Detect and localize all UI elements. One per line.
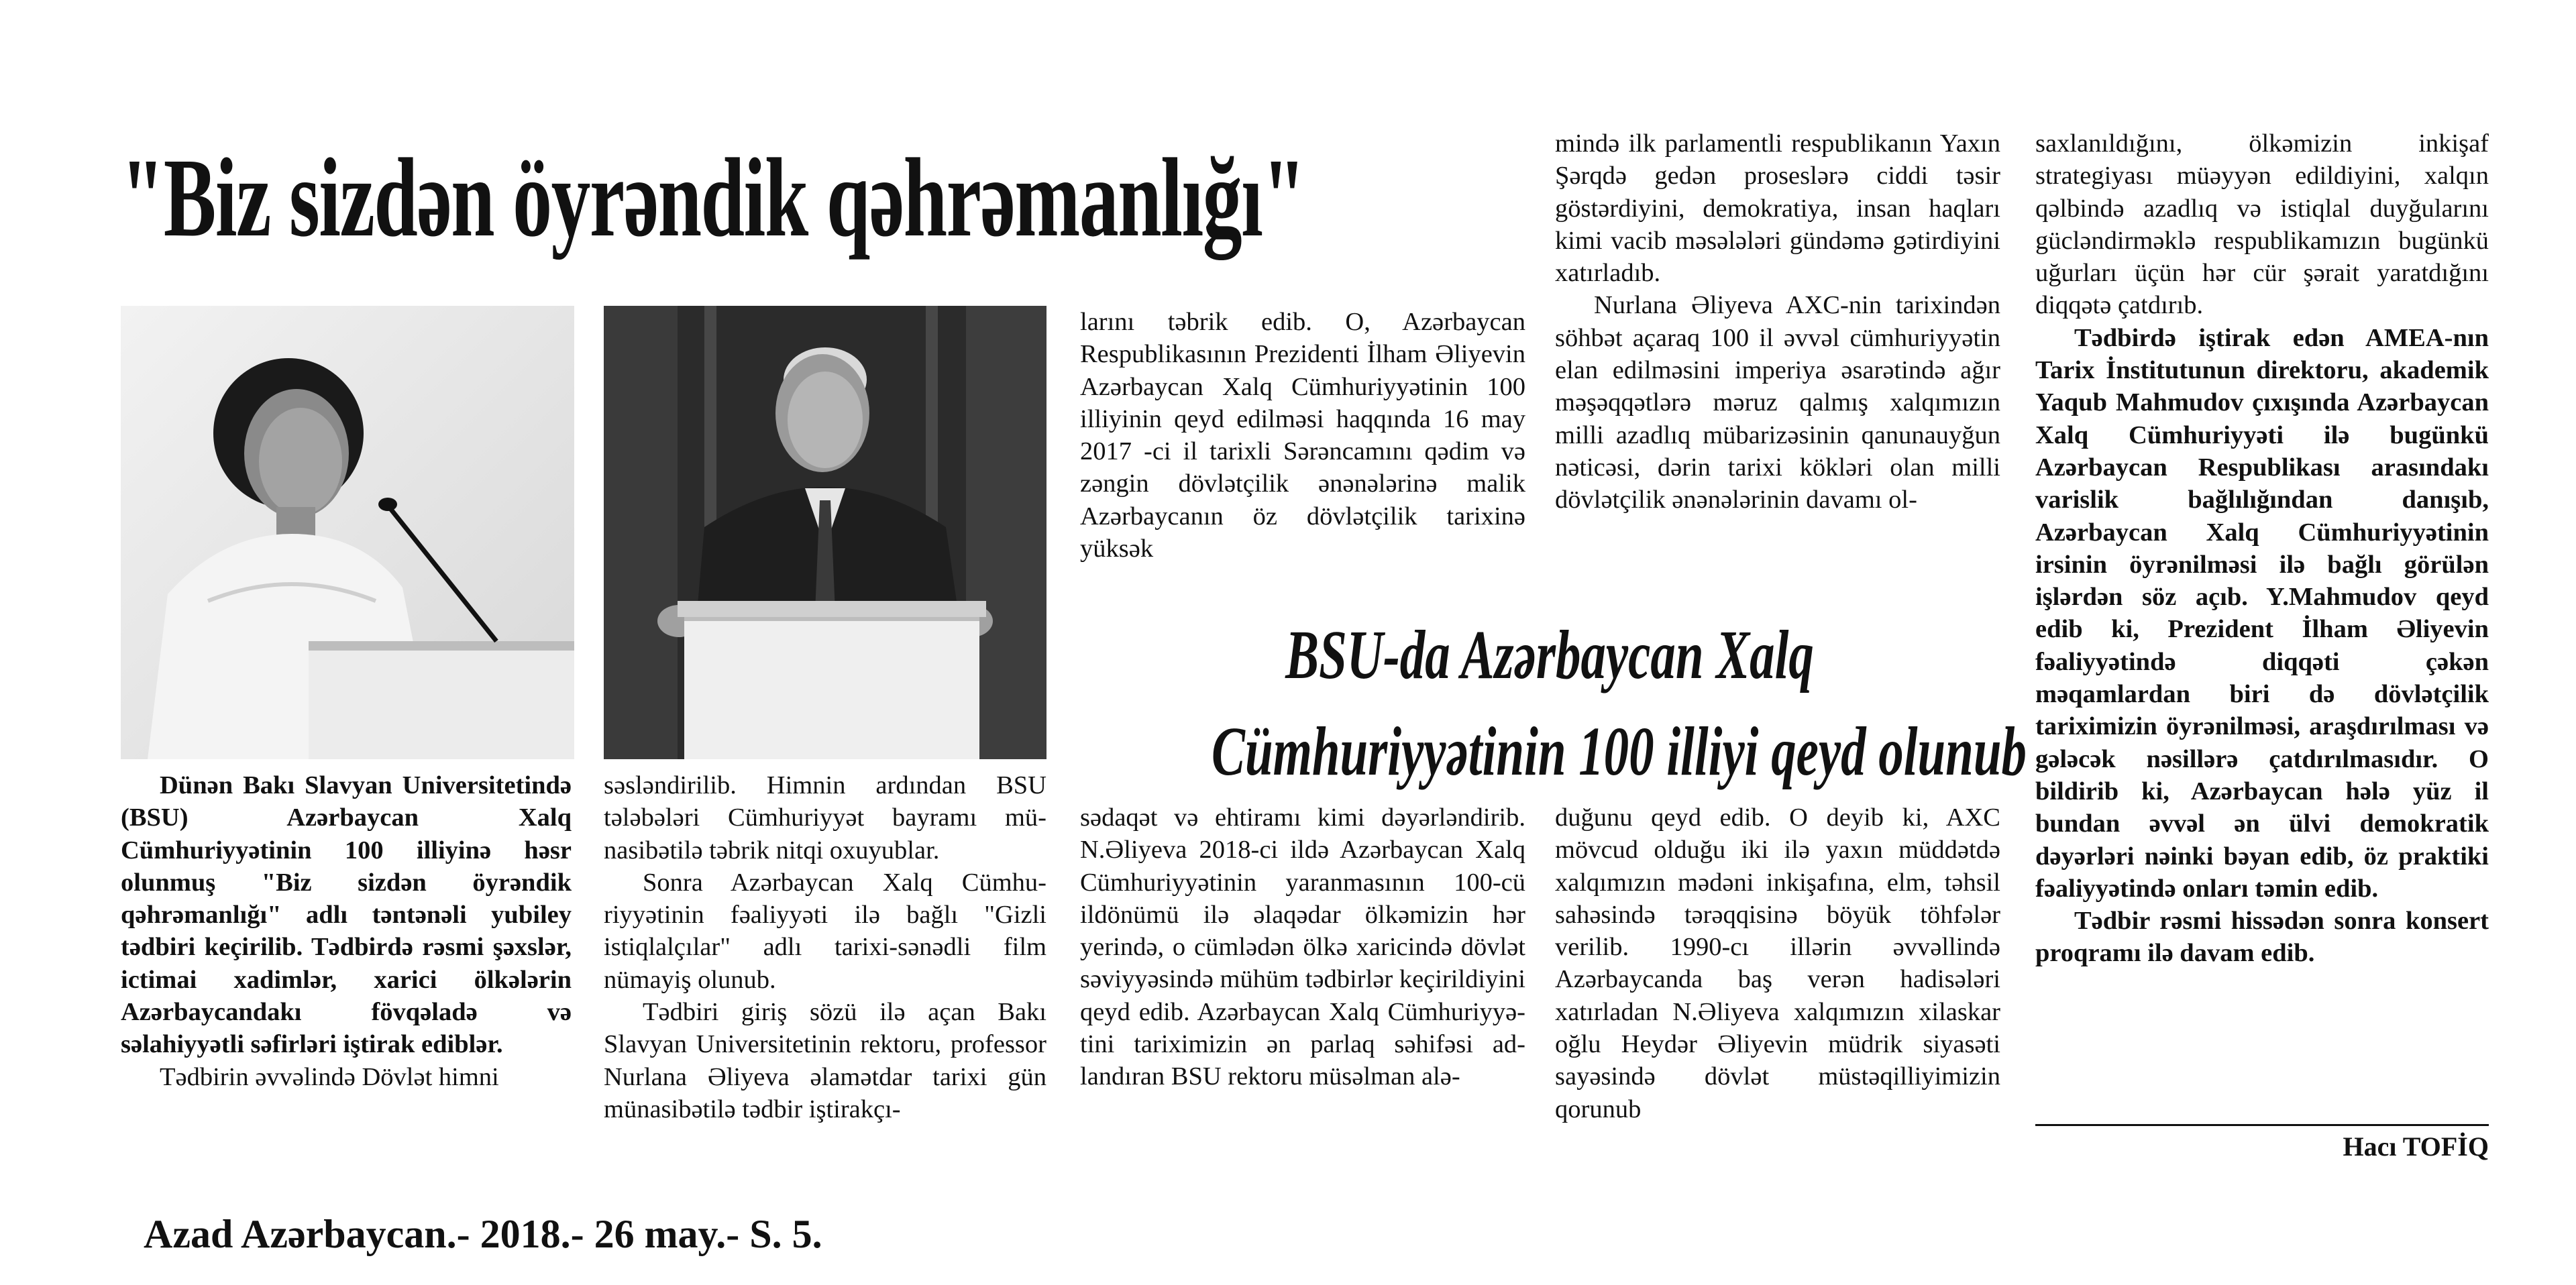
citation: Azad Azərbaycan.- 2018.- 26 may.- S. 5. xyxy=(144,1212,822,1256)
column-4-top-paragraph-1: mində ilk parlamentli respublikanın Yaxın Şərqdə gedən proseslərə ciddi təsir göstərdiyini, demokratiya, insan haqları kimi vacib məsələləri gündəmə gətirdiyini xatırladıb. xyxy=(1555,129,2000,288)
column-3-bottom xyxy=(1080,801,1525,1170)
photo-man-speaker xyxy=(604,306,1046,759)
subheadline-line-1: BSU-da Azərbaycan Xalq xyxy=(1285,616,1814,693)
column-5-paragraph-3: Tədbir rəsmi hissədən sonra konsert proqramı ilə davam edib. xyxy=(2035,907,2489,968)
headline: "Biz sizdən öyrəndik qəhrəmanlığı" xyxy=(121,135,1305,260)
column-2-paragraph-1: səsləndirilib. Himnin ardından BSU tələbələri Cümhuriyyət bayramı münasibətilə təbrik nitqi oxuyublar. xyxy=(604,771,1046,864)
column-5 xyxy=(2035,127,2489,1086)
column-4-top-paragraph-2: Nurlana Əliyeva AXC-nin tarixindən söhbət açaraq 100 il əvvəl cümhuriyyətin elan edilməsini imperiya əsarətində ağır məşəqqətlərə məruz qalmış xalqımızın milli azadlıq mübarizəsinin qanunauyğun nəticəsi, dərin tarixi kökləri olan milli dövlətçilik ənənələrinin davamı ol- xyxy=(1555,291,2000,514)
column-5-paragraph-2: Tədbirdə iştirak edən AMEA-nın Tarix İnstitutunun direktoru, akademik Yaqub Mahmudov çıxışında Azərbaycan Xalq Cümhuriyyəti ilə bugünkü Azərbaycan Respublikası arasındakı varislik bağlılığından danışıb, Azərbaycan Xalq Cümhuriyyətinin irsinin öyrənilməsi ilə bağlı görülən işlərdən söz açıb. Y.Mahmudov qeyd edib ki, Prezident İlham Əliyevin fəaliyyətində diqqəti çəkən məqamlardan biri də dövlətçilik tariximizin öyrənilməsi, araşdırılması və gələcək nəsillərə çatdırılmasıdır. O bildirib ki, Azərbaycan hələ yüz il bundan əvvəl ən ülvi demokratik dəyərləri nəinki bəyan edib, öz praktiki fəaliyyətində onları təmin edib. xyxy=(2035,323,2489,903)
column-5-paragraph-1: saxlanıldığını, ölkəmizin inkişaf strategiyası müəyyən edildiyini, xalqın qəlbində azadlıq və istiqlal duyğularını gücləndirməklə respublikamızın bugünkü uğurları üçün hər cür şərait yaratdığını diqqətə çatdırıb. xyxy=(2035,129,2489,320)
byline: Hacı TOFİQ xyxy=(2343,1131,2489,1162)
column-1-paragraph: Tədbirin əvvəlində Dövlət himni xyxy=(160,1062,499,1091)
subheadline xyxy=(1212,607,2027,800)
column-3-top xyxy=(1080,306,1525,601)
column-1 xyxy=(121,769,572,1172)
column-3-top-paragraph: larını təbrik edib. O, Azərbaycan Respublikasının Prezidenti İlham Əliyevin Azərbaycan Xalq Cümhuriyyətinin 100 illiyinin qeyd edilməsi haqqında 16 may 2017 -ci il tarixli Sərəncamını qədim və zəngin dövlətçilik ənənələrinə malik Azərbaycanın öz dövlətçilik tarixinə yüksək xyxy=(1080,308,1525,563)
column-2 xyxy=(604,769,1046,1172)
column-3-bottom-paragraph: sədaqət və ehtiramı kimi dəyərləndirib. N.Əliyeva 2018-ci ildə Azərbaycan Xalq Cümhuriyyətinin yaranmasının 100-cü ildönümü ilə əlaqədar ölkəmizin hər yerində, o cümlədən ölkə xaricində dövlət səviyyəsində mühüm tədbirlər keçirildiyini qeyd edib. Azərbaycan Xalq Cümhuriyyətini tariximizin ən parlaq səhifəsi adlandıran BSU rektoru müsəlman alə- xyxy=(1080,803,1525,1091)
column-2-paragraph-3: Tədbiri giriş sözü ilə açan Bakı Slavyan Universitetinin rektoru, professor Nurlana Əliyeva əlamətdar tarixi gün münasibətilə tədbir iştirakçı- xyxy=(604,998,1046,1123)
column-4-bottom xyxy=(1555,801,2000,1170)
column-2-paragraph-2: Sonra Azərbaycan Xalq Cümhuriyyətinin fəaliyyəti ilə bağlı "Gizli istiqlalçılar" adlı tarixi-sənədli film nümayiş olunub. xyxy=(604,868,1046,994)
byline-divider xyxy=(2035,1124,2489,1126)
lead-paragraph: Dünən Bakı Slavyan Universitetində (BSU) Azərbaycan Xalq Cümhuriyyətinin 100 illiyinə həsr olunmuş "Biz sizdən öyrəndik qəhrəmanlığı" adlı təntənəli yubiley tədbiri keçirilib. Tədbirdə rəsmi şəxslər, ictimai xadimlər, xarici ölkələrin Azərbaycandakı fövqəladə və səlahiyyətli səfirləri iştirak ediblər. xyxy=(121,771,572,1059)
subheadline-line-2: Cümhuriyyətinin 100 illiyi qeyd olunub xyxy=(1212,713,2027,790)
column-4-bottom-paragraph: duğunu qeyd edib. O deyib ki, AXC mövcud olduğu iki ilə yaxın müddətdə xalqımızın mədəni inkişafına, elm, təhsil sahəsində tərəqqisinə böyük töhfələr verilib. 1990-cı illərin əvvəllində Azərbaycanda baş verən hadisələri xatırladan N.Əliyeva xalqımızın xilaskar oğlu Heydər Əliyevin müdrik siyasəti sayəsində dövlət müstəqilliyimizin qorunub xyxy=(1555,803,2000,1123)
photo-man-speaker-image xyxy=(604,306,1046,759)
photo-woman-speaker xyxy=(121,306,574,759)
photo-woman-speaker-image xyxy=(121,306,574,759)
column-4-top xyxy=(1555,127,2000,597)
